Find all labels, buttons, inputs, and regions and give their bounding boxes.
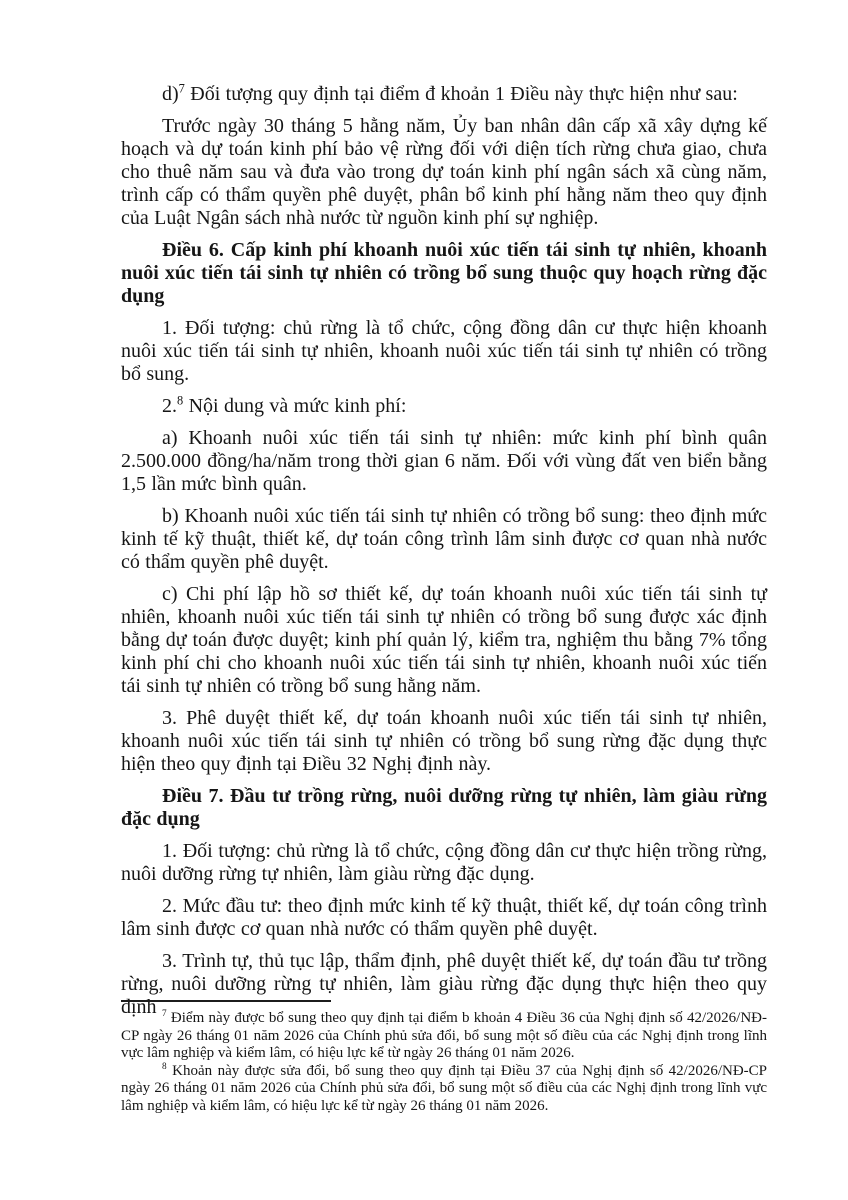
footnote-separator-line bbox=[121, 1000, 331, 1002]
footnote-8-marker: 8 bbox=[162, 1061, 167, 1072]
footnote-ref-7: 7 bbox=[178, 81, 185, 96]
article-7-item-2: 2. Mức đầu tư: theo định mức kinh tế kỹ thuật, thiết kế, dự toán công trình lâm sinh được cơ quan nhà nước có thẩm quyền phê duyệt. bbox=[121, 895, 767, 940]
article-6-title: Điều 6. Cấp kinh phí khoanh nuôi xúc tiến tái sinh tự nhiên, khoanh nuôi xúc tiến tái sinh tự nhiên có trồng bổ sung thuộc quy hoạch rừng đặc dụng bbox=[121, 239, 767, 307]
article-6-item-2b: b) Khoanh nuôi xúc tiến tái sinh tự nhiên có trồng bổ sung: theo định mức kinh tế kỹ thuật, thiết kế, dự toán công trình lâm sinh được cơ quan nhà nước có thẩm quyền phê duyệt. bbox=[121, 505, 767, 573]
footnote-8-text: Khoản này được sửa đổi, bổ sung theo quy định tại Điều 37 của Nghị định số 42/2026/NĐ-CP ngày 26 tháng 01 năm 2026 của Chính phủ sửa đổi, bổ sung một số điều của các Nghị định trong lĩnh vực lâm nghiệp và kiểm lâm, có hiệu lực kể từ ngày 26 tháng 01 năm 2026. bbox=[121, 1062, 767, 1114]
article-7-item-3: 3. Trình tự, thủ tục lập, thẩm định, phê duyệt thiết kế, dự toán đầu tư trồng rừng, nuôi dưỡng rừng tự nhiên, làm giàu rừng đặc dụng thực hiện theo quy định bbox=[121, 950, 767, 1018]
article-6-item-2 bbox=[121, 395, 767, 418]
article-6-item-2a: a) Khoanh nuôi xúc tiến tái sinh tự nhiên: mức kinh phí bình quân 2.500.000 đồng/ha/năm trong thời gian 6 năm. Đối với vùng đất ven biển bằng 1,5 lần mức bình quân. bbox=[121, 427, 767, 495]
article-7-item-1: 1. Đối tượng: chủ rừng là tổ chức, cộng đồng dân cư thực hiện trồng rừng, nuôi dưỡng rừng tự nhiên, làm giàu rừng đặc dụng. bbox=[121, 840, 767, 885]
footnote-ref-8: 8 bbox=[177, 393, 184, 408]
article-6-item-2c: c) Chi phí lập hồ sơ thiết kế, dự toán khoanh nuôi xúc tiến tái sinh tự nhiên, khoanh nuôi xúc tiến tái sinh tự nhiên có trồng bổ sung được xác định bằng dự toán được duyệt; kinh phí quản lý, kiểm tra, nghiệm thu bằng 7% tổng kinh phí chi cho khoanh nuôi xúc tiến tái sinh tự nhiên, khoanh nuôi xúc tiến tái sinh tự nhiên có trồng bổ sung hằng năm. bbox=[121, 583, 767, 697]
article-6-item-3: 3. Phê duyệt thiết kế, dự toán khoanh nuôi xúc tiến tái sinh tự nhiên, khoanh nuôi xúc tiến tái sinh tự nhiên có trồng bổ sung rừng đặc dụng thực hiện theo quy định tại Điều 32 Nghị định này. bbox=[121, 707, 767, 775]
footnotes-section bbox=[121, 1000, 767, 1115]
document-body bbox=[121, 83, 767, 1028]
article-6-item-1: 1. Đối tượng: chủ rừng là tổ chức, cộng đồng dân cư thực hiện khoanh nuôi xúc tiến tái sinh tự nhiên, khoanh nuôi xúc tiến tái sinh tự nhiên có trồng bổ sung. bbox=[121, 317, 767, 385]
point-d-prefix: d) bbox=[162, 83, 179, 105]
point-d-text: Đối tượng quy định tại điểm đ khoản 1 Điều này thực hiện như sau: bbox=[184, 83, 738, 105]
article-6-item-2-prefix: 2. bbox=[162, 395, 177, 417]
article-6-item-2-text: Nội dung và mức kinh phí: bbox=[183, 395, 407, 417]
footnote-7-text: Điểm này được bổ sung theo quy định tại điểm b khoản 4 Điều 36 của Nghị định số 42/2026/NĐ-CP ngày 26 tháng 01 năm 2026 của Chính phủ sửa đổi, bổ sung một số điều của các Nghị định trong lĩnh vực lâm nghiệp và kiểm lâm, có hiệu lực kể từ ngày 26 tháng 01 năm 2026. bbox=[121, 1010, 767, 1061]
footnote-7-marker: 7 bbox=[162, 1009, 167, 1019]
article-7-title: Điều 7. Đầu tư trồng rừng, nuôi dưỡng rừng tự nhiên, làm giàu rừng đặc dụng bbox=[121, 785, 767, 830]
point-d-paragraph bbox=[121, 83, 767, 106]
footnote-8 bbox=[121, 1063, 767, 1116]
paragraph-budget-plan: Trước ngày 30 tháng 5 hằng năm, Ủy ban nhân dân cấp xã xây dựng kế hoạch và dự toán kinh phí bảo vệ rừng đối với diện tích rừng chưa giao, chưa cho thuê năm sau và đưa vào trong dự toán kinh phí ngân sách xã cùng năm, trình cấp có thẩm quyền phê duyệt, phân bổ kinh phí hằng năm theo quy định của Luật Ngân sách nhà nước từ nguồn kinh phí sự nghiệp. bbox=[121, 115, 767, 229]
footnote-7 bbox=[121, 1010, 767, 1063]
